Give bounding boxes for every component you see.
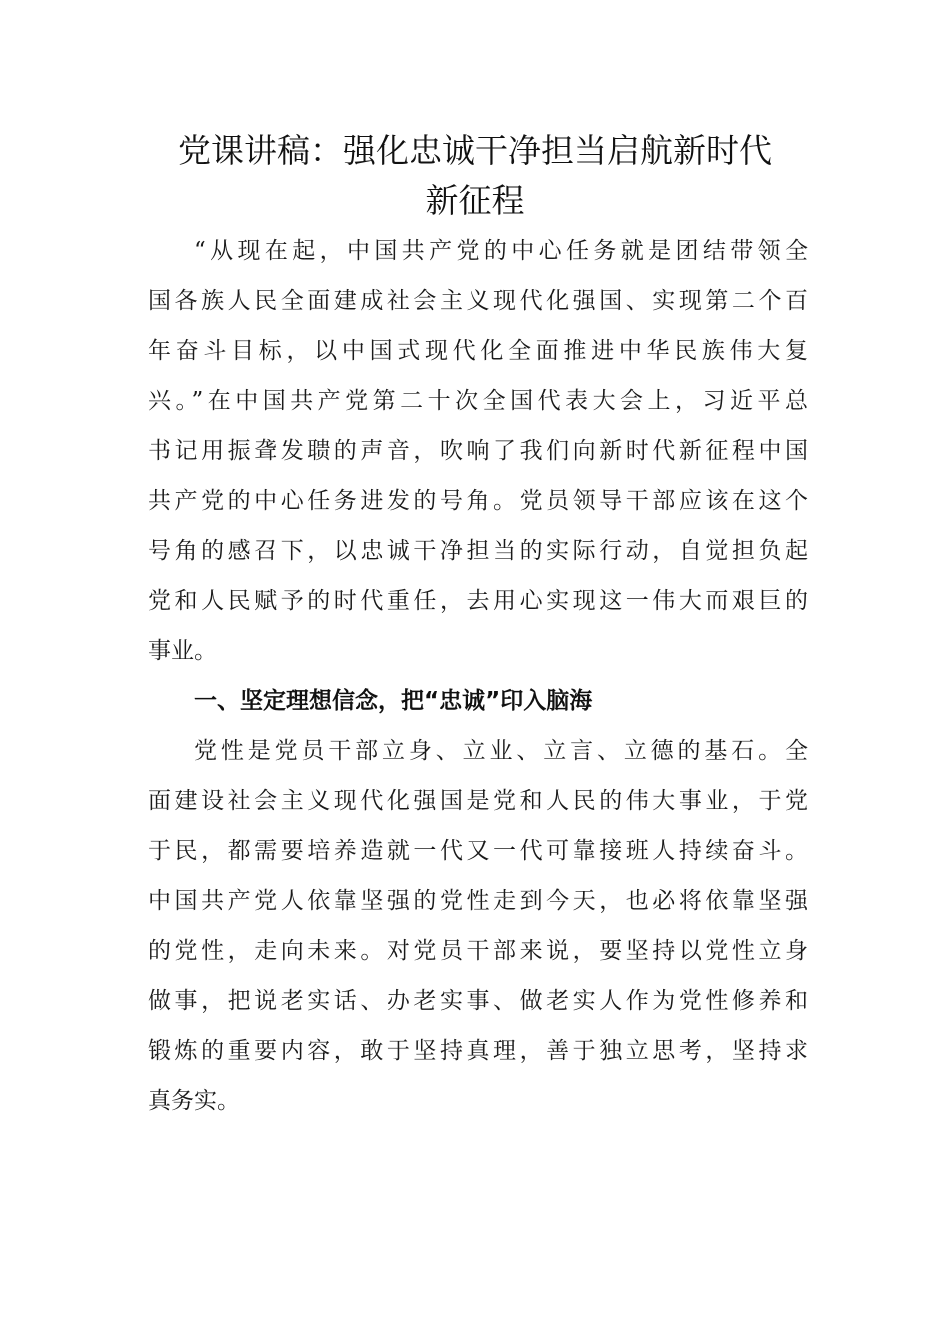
paragraph-line: 锻炼的重要内容，敢于坚持真理，善于独立思考，坚持求	[148, 1038, 808, 1064]
document-title-line-2: 新征程	[425, 181, 525, 220]
paragraph-line: 年奋斗目标，以中国式现代化全面推进中华民族伟大复	[148, 338, 808, 364]
paragraph-line: “从现在起，中国共产党的中心任务就是团结带领全	[194, 238, 808, 264]
paragraph-line: 党和人民赋予的时代重任，去用心实现这一伟大而艰巨的	[148, 588, 808, 614]
paragraph-line: 面建设社会主义现代化强国是党和人民的伟大事业，于党	[148, 788, 808, 814]
paragraph-line: 号角的感召下，以忠诚干净担当的实际行动，自觉担负起	[148, 538, 808, 564]
paragraph-line: 兴。”在中国共产党第二十次全国代表大会上，习近平总	[148, 388, 808, 414]
paragraph-line: 做事，把说老实话、办老实事、做老实人作为党性修养和	[148, 988, 808, 1014]
paragraph-line: 中国共产党人依靠坚强的党性走到今天，也必将依靠坚强	[148, 888, 808, 914]
section-heading-1: 一、坚定理想信念，把“忠诚”印入脑海	[194, 688, 593, 714]
paragraph-line: 书记用振聋发聩的声音，吹响了我们向新时代新征程中国	[148, 438, 808, 464]
paragraph-line: 党性是党员干部立身、立业、立言、立德的基石。全	[194, 738, 808, 764]
document-title-line-1: 党课讲稿：强化忠诚干净担当启航新时代	[178, 131, 772, 170]
paragraph-line: 事业。	[148, 638, 217, 664]
paragraph-line: 共产党的中心任务进发的号角。党员领导干部应该在这个	[148, 488, 808, 514]
paragraph-line: 真务实。	[148, 1088, 240, 1114]
paragraph-line: 于民，都需要培养造就一代又一代可靠接班人持续奋斗。	[148, 838, 808, 864]
paragraph-line: 国各族人民全面建成社会主义现代化强国、实现第二个百	[148, 288, 808, 314]
paragraph-line: 的党性，走向未来。对党员干部来说，要坚持以党性立身	[148, 938, 808, 964]
